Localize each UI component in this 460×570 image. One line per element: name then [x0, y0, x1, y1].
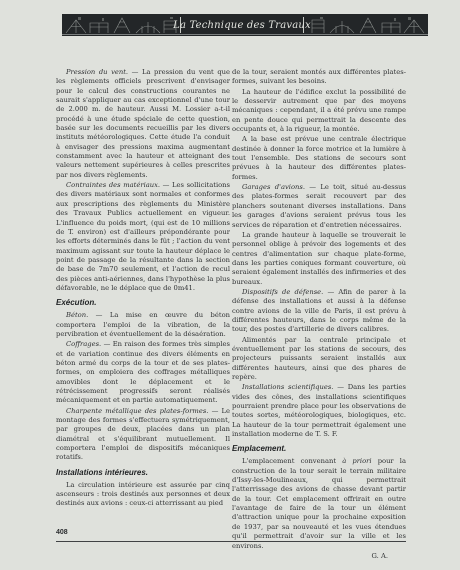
paragraph-lead: Installations scientifiques. — [242, 383, 334, 392]
paragraph-text: de la tour, seraient montés aux différentes plates-formes, suivant les besoins. — [232, 68, 406, 86]
paragraph — [232, 336, 406, 383]
paragraph — [56, 407, 230, 463]
paragraph — [56, 481, 230, 509]
paragraph-text: — Afin de parer à la défense des installations et aussi à la défense contre avions de la ville de Paris, il est prévu à différentes hauteurs, dans le corps même de la tour, des postes d'artillerie de divers calibres. — [232, 287, 406, 334]
paragraph — [232, 68, 406, 87]
paragraph-text: La circulation intérieure est assurée par cinq ascenseurs : trois destinés aux personnes et deux destinés aux avions : ceux-ci atterrissant au pied — [56, 480, 230, 508]
header-title: La Technique des Travaux — [173, 19, 311, 31]
paragraph-lead: Coffrages. — [66, 340, 102, 349]
footer-rule — [56, 541, 406, 542]
paragraph — [232, 183, 406, 230]
paragraph-text: — En raison des formes très simples et de variation continue des divers éléments en béton armé du corps de la tour et de ses plates-formes, on emploiera des coffrages métalliques amovibles dont le déplacement et le rétrécissement progressifs seront réalisés mécaniquement et en partie automatiquement. — [56, 340, 230, 405]
paragraph-text: — Dans les parties vides des cônes, des installations scientifiques pourraient prendre place pour les observations de toutes sortes, météorologiques, biologiques, etc. La hauteur de la tour permettrait également une installation moderne de T. S. F. — [232, 383, 406, 439]
paragraph-text: — Le toit, situé au-dessus des plates-formes serait recouvert par des planchers soutenant diverses installations. Dans les garages d'avions seraient prévus tous les services de réparation et d'entretien nécessaires. — [232, 183, 406, 229]
paragraph — [232, 135, 406, 182]
header-title-box — [173, 17, 311, 33]
running-header — [62, 14, 428, 36]
paragraph-text: Alimentés par la centrale principale et éventuellement par les stations de secours, des projecteurs puissants seraient installés aux différentes hauteurs, ainsi que des phares de repère. — [232, 335, 406, 381]
paragraph-text: pour la construction de la tour serait le terrain militaire d'Issy-les-Moulineaux, qui permettrait l'atterrissage des avions de chasse devant partir de la tour. Cet emplacement offrirait en outre l'avantage de faire de la tour un élément d'attraction unique pour la prochaine exposition de 1937, par sa nouveauté et les vues étendues qu'il permettrait d'avoir sur la ville et les environs. — [232, 457, 406, 550]
section-heading-emplacement: Emplacement. — [232, 444, 287, 454]
paragraph-text: — La pression du vent que les règlements officiels prescrivent d'envisager pour le calcul des constructions courantes ne saurait s'appliquer au cas exceptionnel d'une tour de 2.000 m. de hauteur. Aussi M. Lossier a-t-il procédé à une étude spéciale de cette question, basée sur les documents recueillis par les divers instituts météorologiques. Cette étude l'a conduit à envisager des pressions maxima augmentant constamment avec la hauteur et atteignant des valeurs nettement supérieures à celles prescrites par nos divers règlements. — [56, 68, 231, 179]
paragraph — [232, 288, 406, 335]
left-column — [56, 68, 230, 510]
paragraph — [56, 311, 230, 339]
paragraph — [232, 457, 406, 550]
paragraph — [232, 88, 406, 135]
paragraph-text: A la base est prévue une centrale électrique destinée à donner la force motrice et la lumière à tout l'ensemble. Des stations de secours sont prévues à la hauteur des différentes plates-formes. — [232, 135, 406, 181]
paragraph-lead: Béton. — [66, 311, 89, 320]
paragraph — [232, 231, 406, 287]
paragraph-text: — Le montage des formes s'effectuera symétriquement, par groupes de deux, placées dans un plan diamétral et s'équilibrant mutuellement. Il comportera l'emploi de dispositifs mécaniques rotatifs. — [56, 406, 230, 462]
paragraph-text: La hauteur de l'édifice exclut la possibilité de le desservir autrement que par des moyens mécaniques : cependant, il a été prévu une rampe en pente douce qui permettrait la descente des occupants et, à la rigueur, la montée. — [232, 87, 406, 134]
signature: G. A. — [371, 551, 388, 560]
section-heading-execution: Exécution. — [56, 298, 97, 308]
paragraph — [56, 181, 230, 293]
paragraph-lead: Contraintes des matériaux. — [66, 181, 161, 190]
section-heading-installations: Installations intérieures. — [56, 467, 149, 477]
paragraph — [232, 383, 406, 439]
paragraph — [56, 340, 230, 405]
paragraph-italic: à priori — [342, 457, 372, 466]
paragraph-lead: Charpente métallique des plates-formes. — [66, 406, 209, 415]
paragraph-lead: Dispositifs de défense. — [242, 287, 324, 296]
paragraph-text: L'emplacement convenant — [242, 457, 343, 466]
paragraph-lead: Pression du vent. — [66, 68, 129, 76]
page-number: 408 — [56, 529, 68, 536]
paragraph — [56, 68, 230, 180]
paragraph-lead: Garages d'avions. — [242, 183, 305, 192]
right-column — [232, 68, 406, 562]
paragraph-text: — Les sollicitations des divers matériaux sont normales et conformes aux prescriptions des règlements du Ministère des Travaux Publics actuellement en vigueur. L'influence du poids mort, (qui est de 10 millions de T. environ) est d'ailleurs prépondérante pour les efforts déterminés dans le fût ; l'action du vent maximum agissant sur toute la hauteur déplace le point de passage de la résultante dans la section de base de 7m70 seulement, et l'action de recul des pièces anti-aériennes, dans l'hypothèse la plus défavorable, ne le déplace que de 0m41. — [56, 181, 230, 292]
paragraph-text: — La mise en œuvre du béton comportera l'emploi de la vibration, de la pervibration et éventuellement de la désaération. — [56, 311, 230, 338]
paragraph-text: La grande hauteur à laquelle se trouverait le personnel oblige à prévoir des logements et des centres d'alimentation sur chaque plate-forme, dans les parties coniques formant couverture, où seraient également installés des infirmeries et des bureaux. — [232, 230, 406, 286]
